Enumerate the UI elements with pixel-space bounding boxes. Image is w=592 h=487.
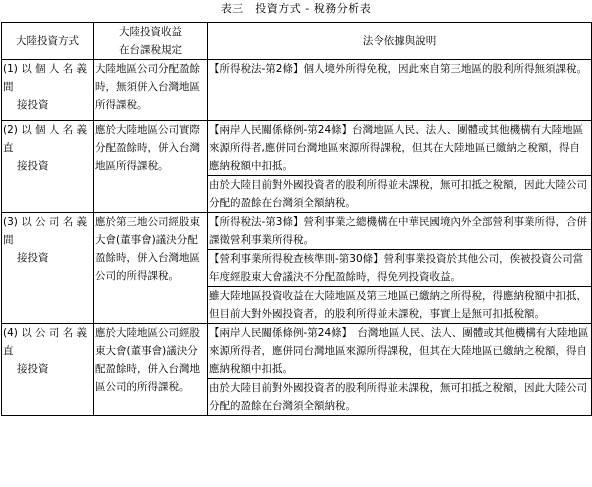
investment-method-label: (1) 以 個 人 名 義 間 xyxy=(3,63,88,93)
taxation-rule-cell: 應於大陸地區公司實際分配盈餘時，併入台灣地區所得課稅。 xyxy=(94,121,208,213)
investment-method-label: (4) 以 公 司 名 義 直 xyxy=(3,327,88,357)
legal-basis-paragraph: 【所得稅法-第3條】營利事業之總機構在中華民國境內外全部營利事業所得，合併課徵營利事業所得稅。 xyxy=(209,216,587,246)
investment-method-cell xyxy=(2,60,94,121)
header-investment-method: 大陸投資方式 xyxy=(2,23,94,60)
header-legal-basis: 法令依據與說明 xyxy=(208,23,592,60)
legal-basis-paragraph: 由於大陸目前對外國投資者的股利所得並未課稅，無可扣抵之稅額，因此大陸公司分配的盈餘在台灣須全額納稅。 xyxy=(208,175,591,212)
legal-basis-paragraph: 雖大陸地區投資收益在大陸地區及第三地區已繳納之所得稅，得應納稅額中扣抵，但目前大對外國投資者，的股利所得並未課稅，事實上是無可扣抵稅額。 xyxy=(208,286,591,323)
investment-method-suffix: 接投資 xyxy=(17,252,49,264)
legal-basis-cell xyxy=(208,60,592,121)
investment-method-cell xyxy=(2,324,94,416)
investment-method-suffix: 接投資 xyxy=(17,160,49,172)
investment-method-suffix: 接投資 xyxy=(17,363,49,375)
table-row xyxy=(2,324,592,416)
table-row xyxy=(2,60,592,121)
taxation-rule-cell: 應於大陸地區公司經股東大會(董事會)議決分配盈餘時，併入台灣地區公司的所得課稅。 xyxy=(94,324,208,416)
table-header-row xyxy=(2,23,592,60)
legal-basis-paragraph: 由於大陸目前對外國投資者的股利所得並未課稅，無可扣抵之稅額，因此大陸公司分配的盈餘在台灣須全額納稅。 xyxy=(208,378,591,415)
legal-basis-cell xyxy=(208,324,592,416)
legal-basis-cell xyxy=(208,213,592,324)
taxation-rule-cell: 大陸地區公司分配盈餘時，無須併入台灣地區所得課稅。 xyxy=(94,60,208,121)
investment-method-label: (3) 以 公 司 名 義 間 xyxy=(3,216,88,246)
investment-method-cell xyxy=(2,213,94,324)
investment-method-label: (2) 以 個 人 名 義 直 xyxy=(3,124,88,154)
tax-analysis-table xyxy=(1,22,592,416)
legal-basis-paragraph: 【兩岸人民關係條例-第24條】台灣地區人民、法人、團體或其他機構有大陸地區來源所得者,應併同台灣地區來源所得課稅，但其在大陸地區已繳納之稅額，得自應納稅額中扣抵。 xyxy=(209,124,584,172)
table-row xyxy=(2,213,592,324)
header-taxation-rule xyxy=(94,23,208,60)
table-row xyxy=(2,121,592,213)
legal-basis-paragraph: 【營利事業所得稅查核準則-第30條】營利事業投資於其他公司，俟被投資公司當年度經股東大會議決不分配盈餘時，得免列投資收益。 xyxy=(208,249,591,286)
legal-basis-paragraph: 【兩岸人民關係條例-第24條】 台灣地區人民、法人、團體或其他機構有大陸地區來源所得者，應併同台灣地區來源所得課稅，但其在大陸地區已繳納之稅額，得自應納稅額中扣抵。 xyxy=(209,327,589,375)
header-taxation-rule-line2: 在台課稅規定 xyxy=(119,44,182,56)
table-caption: 表三 投資方式 - 稅務分析表 xyxy=(220,2,372,15)
taxation-rule-cell: 應於第三地公司經股東大會(董事會)議決分配盈餘時，併入台灣地區公司的所得課稅。 xyxy=(94,213,208,324)
legal-basis-cell xyxy=(208,121,592,213)
header-taxation-rule-line1: 大陸投資收益 xyxy=(119,26,182,38)
investment-method-cell xyxy=(2,121,94,213)
legal-basis-paragraph: 【所得稅法-第2條】個人境外所得免稅，因此來自第三地區的股利所得無須課稅。 xyxy=(209,63,587,75)
investment-method-suffix: 接投資 xyxy=(17,99,49,111)
